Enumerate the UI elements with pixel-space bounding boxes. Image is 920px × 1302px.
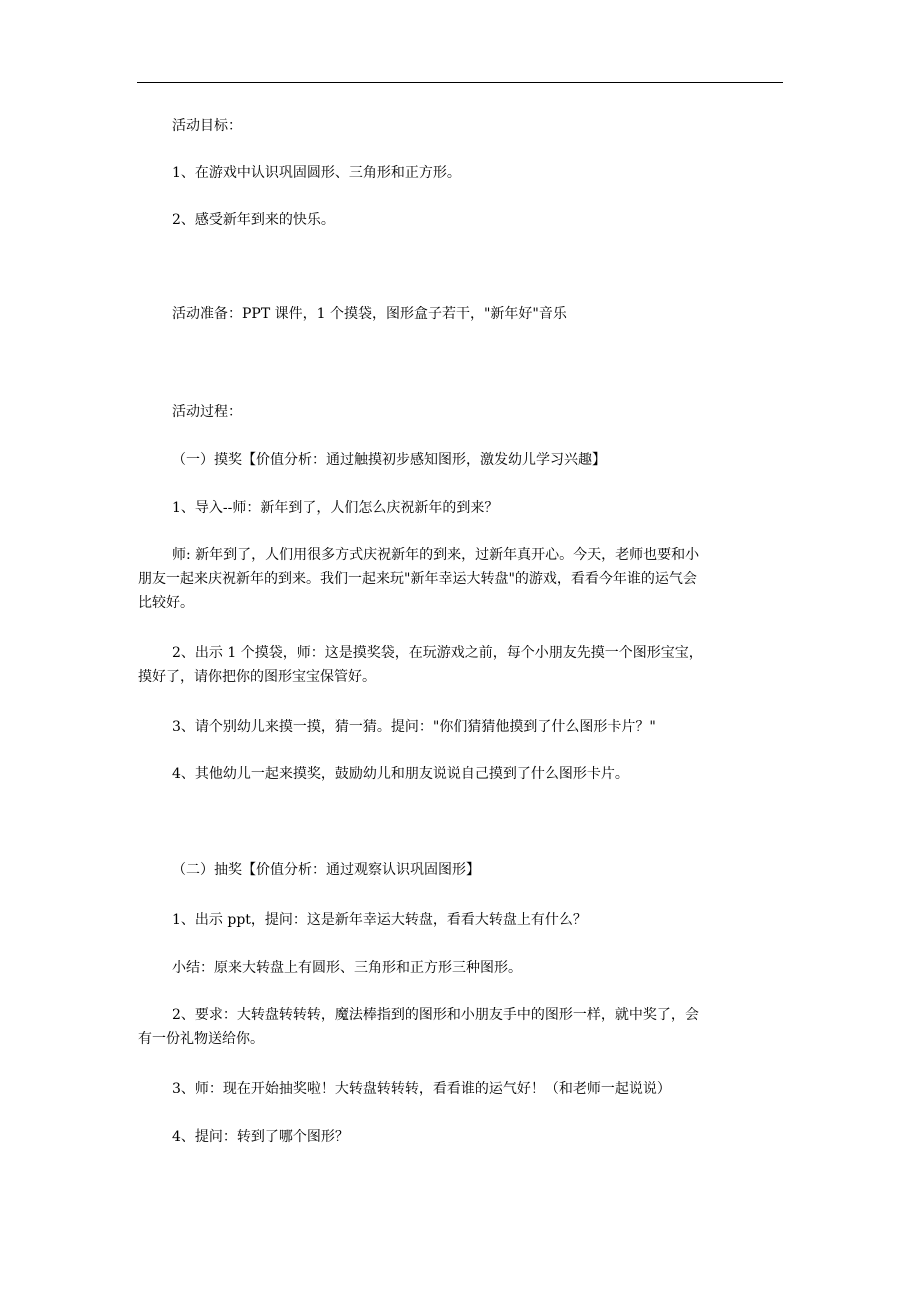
header-rule [137,82,783,83]
s2-summary: 小结：原来大转盘上有圆形、三角形和正方形三种图形。 [172,960,522,976]
process-heading: 活动过程： [172,404,242,420]
goal-item-1: 1、在游戏中认识巩固圆形、三角形和正方形。 [172,165,461,181]
s1-item-4: 4、其他幼儿一起来摸奖，鼓励幼儿和朋友说说自己摸到了什么图形卡片。 [172,766,629,782]
s1-item-3: 3、请个别幼儿来摸一摸，猜一猜。提问："你们猜猜他摸到了什么图形卡片？" [172,719,656,735]
goals-heading: 活动目标： [172,118,242,134]
s1-teacher-line-1: 师: 新年到了，人们用很多方式庆祝新年的到来，过新年真开心。今天，老师也要和小 [172,547,700,563]
s1-item-2-paragraph [138,645,784,693]
section-1-heading: （一）摸奖【价值分析：通过触摸初步感知图形，激发幼儿学习兴趣】 [172,452,606,468]
s2-item-2-line-2: 有一份礼物送给你。 [138,1031,264,1047]
s1-item-2-line-2: 摸好了，请你把你的图形宝宝保管好。 [138,669,376,685]
s1-item-2-line-1: 2、出示 1 个摸袋，师：这是摸奖袋，在玩游戏之前，每个小朋友先摸一个图形宝宝， [172,645,703,661]
s1-teacher-line-2: 朋友一起来庆祝新年的到来。我们一起来玩"新年幸运大转盘"的游戏，看看今年谁的运气会 [138,571,697,587]
s2-item-4: 4、提问：转到了哪个图形？ [172,1129,349,1145]
s1-item-1: 1、导入--师：新年到了，人们怎么庆祝新年的到来？ [172,500,499,516]
s2-item-3: 3、师：现在开始抽奖啦！大转盘转转转，看看谁的运气好！（和老师一起说说） [172,1081,671,1097]
s2-item-2-paragraph [138,1007,784,1055]
preparation-text: 活动准备：PPT 课件，1 个摸袋，图形盒子若干，"新年好"音乐 [172,306,567,322]
section-2-heading: （二）抽奖【价值分析：通过观察认识巩固图形】 [172,862,480,878]
s1-teacher-paragraph [138,547,784,619]
goal-item-2: 2、感受新年到来的快乐。 [172,212,335,228]
s1-teacher-line-3: 比较好。 [138,595,194,611]
s2-item-1: 1、出示 ppt，提问：这是新年幸运大转盘，看看大转盘上有什么？ [172,912,587,928]
s2-item-2-line-1: 2、要求：大转盘转转转，魔法棒指到的图形和小朋友手中的图形一样，就中奖了，会 [172,1007,699,1023]
